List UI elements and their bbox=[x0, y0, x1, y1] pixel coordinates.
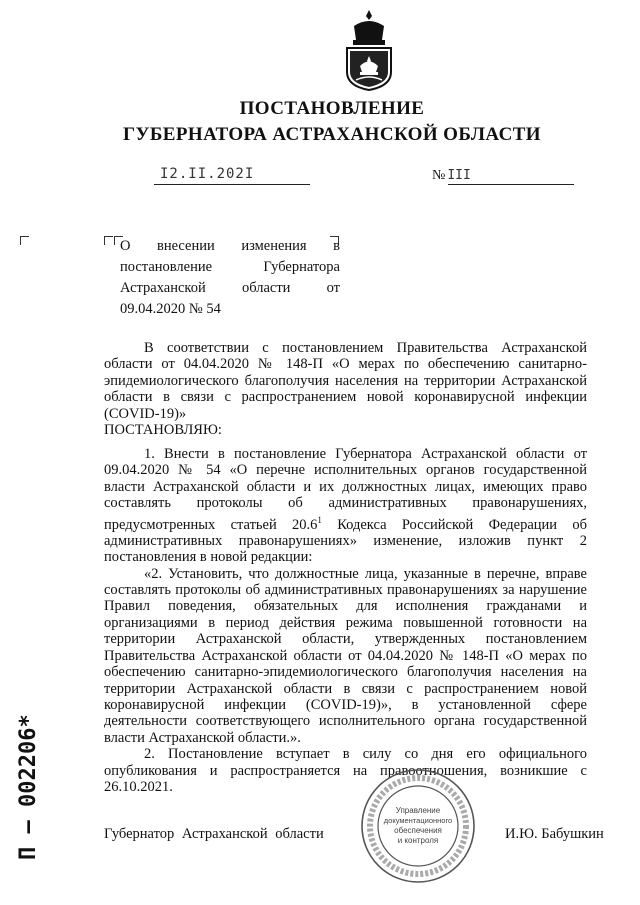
document-date: I2.II.202I bbox=[160, 166, 255, 182]
seal-line-3: обеспечения bbox=[394, 826, 442, 835]
item-1-text-a: 1. Внести в постановление Губернатора Астраханской области от 09.04.2020 № 54 «О перечне исполнительных органов государственной власти Астраханской области и их должностных лицах, имеющих право составлять протоколы об административных правонарушениях, предусмотренных статьей 20.6 bbox=[104, 446, 587, 533]
side-registration-code: П – 002206* bbox=[16, 714, 41, 860]
issuer-title: ГУБЕРНАТОРА АСТРАХАНСКОЙ ОБЛАСТИ bbox=[123, 124, 541, 145]
preamble-block bbox=[104, 340, 587, 438]
document-subject: О внесении изменения в постановление Губернатора Астраханской области от 09.04.2020 № 54 bbox=[120, 238, 340, 317]
subject-corner-mark-left bbox=[104, 236, 113, 245]
document-number bbox=[432, 168, 471, 184]
item-1-paragraph bbox=[104, 446, 587, 566]
item-1-superscript: 1 bbox=[317, 514, 322, 525]
number-value: III bbox=[447, 168, 471, 183]
number-label: № bbox=[432, 168, 446, 183]
document-type-title: ПОСТАНОВЛЕНИЕ bbox=[239, 98, 425, 119]
signatory-name: И.Ю. Бабушкин bbox=[505, 826, 604, 842]
operative-block bbox=[104, 446, 587, 795]
preamble-paragraph: В соответствии с постановлением Правительства Астраханской области от 04.04.2020 № 148-П «О мерах по обеспечению санитарно-эпидемиологического благополучия населения на территории Астраханской области в связи с распространением новой коронавирусной инфекции (COVID-19)» bbox=[104, 340, 587, 422]
resolve-heading: ПОСТАНОВЛЯЮ: bbox=[104, 422, 222, 439]
item-2-paragraph: 2. Постановление вступает в силу со дня его официального опубликования и распространяется на правоотношения, возникшие с 26.10.2021. bbox=[104, 746, 587, 795]
seal-line-1: Управление bbox=[395, 806, 441, 815]
signatory-position: Губернатор Астраханской области bbox=[104, 826, 324, 842]
number-underline bbox=[448, 184, 574, 185]
margin-corner-mark bbox=[20, 236, 29, 245]
seal-line-2: документационного bbox=[383, 816, 453, 825]
quoted-amendment: «2. Установить, что должностные лица, указанные в перечне, вправе составлять протоколы об административных правонарушениях за нарушение Правил поведения, обязательных для исполнения гражданами и организациями в период действия режима повышенной готовности на территории Астраханской области, утвержденных постановлением Правительства Астраханской области от 04.04.2020 № 148-П «О мерах по обеспечению санитарно-эпидемиологического благополучия населения на территории Астраханской области в связи с распространением новой коронавирусной инфекции (COVID-19)», в установленной сфере деятельности соответствующего исполнительного органа государственной власти Астраханской области.». bbox=[104, 565, 587, 746]
date-underline bbox=[154, 184, 310, 185]
item-1-text-b: Кодекса Российской Федерации об административных правонарушениях» изменение, изложив пункт 2 постановления в новой редакции: bbox=[104, 516, 587, 566]
official-seal-stamp bbox=[358, 766, 478, 886]
coat-of-arms-emblem bbox=[344, 8, 394, 92]
seal-line-4: и контроля bbox=[397, 836, 439, 845]
